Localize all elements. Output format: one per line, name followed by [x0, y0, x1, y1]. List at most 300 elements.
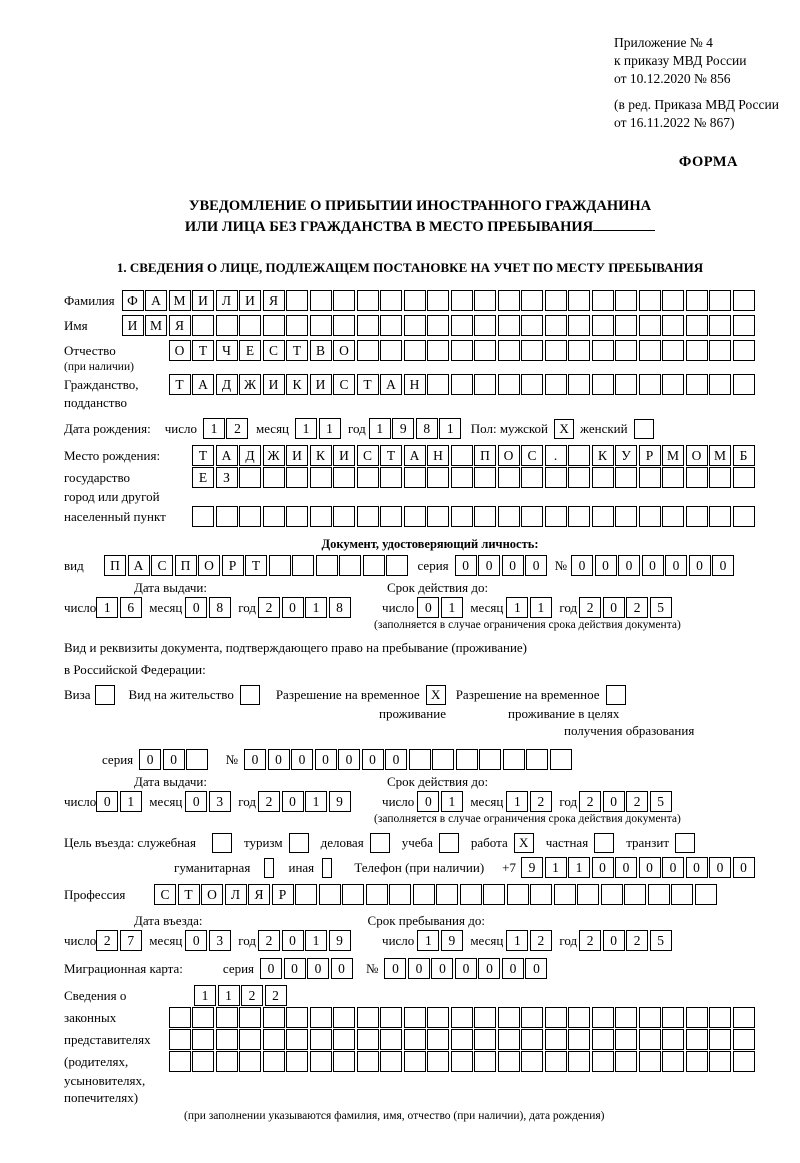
cell[interactable]: 1 [369, 418, 391, 439]
cell[interactable] [498, 1007, 520, 1028]
doc-kind-input[interactable] [104, 555, 410, 576]
cell[interactable]: 0 [282, 597, 304, 618]
cell[interactable]: 1 [305, 597, 327, 618]
cell[interactable] [498, 374, 520, 395]
cell[interactable] [310, 290, 332, 311]
cell[interactable] [498, 340, 520, 361]
cell[interactable] [263, 506, 285, 527]
cell[interactable] [568, 315, 590, 336]
cell[interactable] [216, 506, 238, 527]
cell[interactable]: Т [178, 884, 200, 905]
cell[interactable] [333, 1007, 355, 1028]
cell[interactable]: 2 [626, 791, 648, 812]
cell[interactable]: И [239, 290, 261, 311]
cell[interactable] [286, 506, 308, 527]
cell[interactable]: 0 [478, 555, 500, 576]
cell[interactable] [568, 290, 590, 311]
cell[interactable]: 0 [282, 930, 304, 951]
cell[interactable] [451, 374, 473, 395]
cell[interactable]: 2 [626, 597, 648, 618]
cell[interactable]: 3 [209, 791, 231, 812]
purpose-service-checkbox[interactable] [212, 833, 232, 853]
cell[interactable]: 0 [665, 555, 687, 576]
cell[interactable] [639, 315, 661, 336]
cell[interactable] [503, 749, 525, 770]
birthplace-input-row-3[interactable] [192, 506, 756, 527]
cell[interactable]: Р [272, 884, 294, 905]
cell[interactable]: Р [222, 555, 244, 576]
cell[interactable] [577, 884, 599, 905]
cell[interactable]: У [615, 445, 637, 466]
cell[interactable] [639, 506, 661, 527]
cell[interactable] [695, 884, 717, 905]
cell[interactable]: М [169, 290, 191, 311]
permit-number-input[interactable] [244, 749, 573, 770]
cell[interactable] [733, 506, 755, 527]
cell[interactable] [239, 1051, 261, 1072]
residence-checkbox[interactable] [240, 685, 260, 705]
cell[interactable]: 0 [96, 791, 118, 812]
cell[interactable] [639, 290, 661, 311]
cell[interactable]: 0 [595, 555, 617, 576]
cell[interactable] [615, 1007, 637, 1028]
citizenship-input[interactable] [169, 374, 757, 395]
cell[interactable] [639, 340, 661, 361]
cell[interactable] [671, 884, 693, 905]
cell[interactable] [169, 1029, 191, 1050]
cell[interactable]: 0 [603, 930, 625, 951]
cell[interactable]: Д [239, 445, 261, 466]
cell[interactable] [521, 374, 543, 395]
doc-issue-month-input[interactable] [185, 597, 232, 618]
cell[interactable]: 1 [506, 791, 528, 812]
cell[interactable]: Я [248, 884, 270, 905]
cell[interactable]: Ч [216, 340, 238, 361]
cell[interactable]: 1 [441, 597, 463, 618]
cell[interactable] [662, 1051, 684, 1072]
cell[interactable] [662, 506, 684, 527]
cell[interactable]: 1 [203, 418, 225, 439]
cell[interactable] [404, 467, 426, 488]
cell[interactable]: 9 [329, 930, 351, 951]
cell[interactable]: А [128, 555, 150, 576]
cell[interactable] [662, 1029, 684, 1050]
cell[interactable] [333, 1051, 355, 1072]
purpose-humanitarian-checkbox[interactable] [264, 858, 274, 878]
cell[interactable]: Т [357, 374, 379, 395]
cell[interactable] [427, 1029, 449, 1050]
stay-month-input[interactable] [506, 930, 553, 951]
cell[interactable] [615, 374, 637, 395]
cell[interactable] [709, 374, 731, 395]
doc-issue-day-input[interactable] [96, 597, 143, 618]
cell[interactable]: 0 [185, 791, 207, 812]
cell[interactable] [342, 884, 364, 905]
cell[interactable] [451, 467, 473, 488]
cell[interactable] [451, 506, 473, 527]
cell[interactable] [709, 315, 731, 336]
cell[interactable] [474, 315, 496, 336]
birthplace-input-row-2[interactable] [192, 467, 756, 488]
legal-input-row-2[interactable] [169, 1007, 757, 1028]
cell[interactable] [592, 374, 614, 395]
cell[interactable] [648, 884, 670, 905]
cell[interactable]: И [286, 445, 308, 466]
cell[interactable] [615, 467, 637, 488]
cell[interactable]: Л [216, 290, 238, 311]
cell[interactable] [357, 1029, 379, 1050]
cell[interactable] [427, 467, 449, 488]
cell[interactable] [357, 506, 379, 527]
cell[interactable]: 0 [284, 958, 306, 979]
cell[interactable]: М [145, 315, 167, 336]
cell[interactable] [380, 340, 402, 361]
cell[interactable] [451, 1029, 473, 1050]
cell[interactable] [592, 1051, 614, 1072]
phone-input[interactable] [521, 857, 756, 878]
cell[interactable] [521, 340, 543, 361]
cell[interactable]: М [709, 445, 731, 466]
cell[interactable] [333, 315, 355, 336]
cell[interactable]: 0 [163, 749, 185, 770]
cell[interactable] [545, 1029, 567, 1050]
cell[interactable] [639, 374, 661, 395]
cell[interactable]: 0 [315, 749, 337, 770]
cell[interactable] [380, 1051, 402, 1072]
cell[interactable] [427, 340, 449, 361]
cell[interactable] [474, 1051, 496, 1072]
cell[interactable] [733, 374, 755, 395]
cell[interactable] [733, 315, 755, 336]
cell[interactable] [498, 506, 520, 527]
cell[interactable] [474, 374, 496, 395]
cell[interactable] [427, 315, 449, 336]
cell[interactable] [709, 1051, 731, 1072]
cell[interactable] [339, 555, 361, 576]
cell[interactable]: А [216, 445, 238, 466]
cell[interactable] [498, 315, 520, 336]
purpose-option-checkbox[interactable] [370, 833, 390, 853]
sex-female-checkbox[interactable] [634, 419, 654, 439]
edu-residence-checkbox[interactable] [606, 685, 626, 705]
cell[interactable]: 0 [689, 555, 711, 576]
cell[interactable] [686, 290, 708, 311]
cell[interactable] [169, 1007, 191, 1028]
cell[interactable] [366, 884, 388, 905]
cell[interactable]: 0 [603, 791, 625, 812]
cell[interactable] [389, 884, 411, 905]
cell[interactable] [568, 506, 590, 527]
cell[interactable] [686, 340, 708, 361]
cell[interactable] [216, 1029, 238, 1050]
cell[interactable]: Н [427, 445, 449, 466]
cell[interactable]: О [169, 340, 191, 361]
entry-month-input[interactable] [185, 930, 232, 951]
cell[interactable] [216, 1007, 238, 1028]
doc-valid-day-input[interactable] [417, 597, 464, 618]
cell[interactable] [545, 340, 567, 361]
cell[interactable]: А [145, 290, 167, 311]
cell[interactable]: 1 [506, 930, 528, 951]
cell[interactable]: 2 [258, 930, 280, 951]
cell[interactable]: И [333, 445, 355, 466]
cell[interactable]: 2 [258, 791, 280, 812]
cell[interactable] [239, 315, 261, 336]
cell[interactable] [709, 1029, 731, 1050]
sex-male-checkbox[interactable]: X [554, 419, 574, 439]
cell[interactable]: Е [239, 340, 261, 361]
cell[interactable] [733, 290, 755, 311]
cell[interactable] [333, 1029, 355, 1050]
permit-issue-year-input[interactable] [258, 791, 352, 812]
cell[interactable] [292, 555, 314, 576]
cell[interactable]: К [310, 445, 332, 466]
cell[interactable] [568, 1029, 590, 1050]
cell[interactable]: 1 [295, 418, 317, 439]
cell[interactable] [169, 1051, 191, 1072]
cell[interactable]: 0 [385, 749, 407, 770]
cell[interactable]: Н [404, 374, 426, 395]
cell[interactable] [363, 555, 385, 576]
cell[interactable] [310, 315, 332, 336]
birth-month-input[interactable] [295, 418, 342, 439]
cell[interactable]: 9 [392, 418, 414, 439]
cell[interactable]: С [521, 445, 543, 466]
cell[interactable] [427, 1051, 449, 1072]
cell[interactable] [186, 749, 208, 770]
stay-day-input[interactable] [417, 930, 464, 951]
cell[interactable]: Т [380, 445, 402, 466]
cell[interactable] [386, 555, 408, 576]
cell[interactable] [239, 1029, 261, 1050]
cell[interactable] [545, 374, 567, 395]
cell[interactable] [404, 506, 426, 527]
cell[interactable]: П [175, 555, 197, 576]
cell[interactable] [686, 1051, 708, 1072]
cell[interactable]: Р [639, 445, 661, 466]
cell[interactable]: 3 [209, 930, 231, 951]
cell[interactable]: 0 [185, 597, 207, 618]
cell[interactable]: Ф [122, 290, 144, 311]
cell[interactable] [460, 884, 482, 905]
cell[interactable] [550, 749, 572, 770]
cell[interactable] [662, 290, 684, 311]
purpose-option-checkbox[interactable]: X [514, 833, 534, 853]
cell[interactable]: 0 [282, 791, 304, 812]
cell[interactable] [192, 1051, 214, 1072]
cell[interactable] [615, 506, 637, 527]
cell[interactable]: 2 [265, 985, 287, 1006]
cell[interactable]: Я [263, 290, 285, 311]
cell[interactable] [216, 315, 238, 336]
cell[interactable] [686, 315, 708, 336]
legal-input-row-3[interactable] [169, 1029, 757, 1050]
cell[interactable] [451, 290, 473, 311]
cell[interactable]: Я [169, 315, 191, 336]
cell[interactable]: 1 [305, 930, 327, 951]
cell[interactable]: К [286, 374, 308, 395]
cell[interactable]: 1 [439, 418, 461, 439]
cell[interactable]: 1 [417, 930, 439, 951]
cell[interactable] [333, 467, 355, 488]
cell[interactable] [474, 506, 496, 527]
cell[interactable] [521, 1051, 543, 1072]
cell[interactable]: 0 [733, 857, 755, 878]
cell[interactable] [639, 1007, 661, 1028]
cell[interactable] [310, 1029, 332, 1050]
cell[interactable] [474, 1007, 496, 1028]
cell[interactable]: 8 [416, 418, 438, 439]
cell[interactable]: З [216, 467, 238, 488]
cell[interactable] [615, 1051, 637, 1072]
cell[interactable] [333, 506, 355, 527]
cell[interactable] [592, 506, 614, 527]
cell[interactable]: Т [245, 555, 267, 576]
cell[interactable]: Б [733, 445, 755, 466]
cell[interactable]: О [686, 445, 708, 466]
cell[interactable] [239, 1007, 261, 1028]
cell[interactable] [286, 1007, 308, 1028]
cell[interactable] [427, 506, 449, 527]
cell[interactable] [286, 1029, 308, 1050]
cell[interactable]: 2 [579, 791, 601, 812]
cell[interactable] [380, 290, 402, 311]
cell[interactable]: 0 [712, 555, 734, 576]
cell[interactable] [357, 315, 379, 336]
cell[interactable]: О [201, 884, 223, 905]
cell[interactable] [662, 374, 684, 395]
cell[interactable] [526, 749, 548, 770]
cell[interactable]: 0 [592, 857, 614, 878]
cell[interactable]: П [474, 445, 496, 466]
cell[interactable] [432, 749, 454, 770]
cell[interactable]: 0 [603, 597, 625, 618]
cell[interactable] [592, 1007, 614, 1028]
cell[interactable]: 1 [530, 597, 552, 618]
cell[interactable] [357, 1007, 379, 1028]
cell[interactable]: 2 [226, 418, 248, 439]
cell[interactable] [319, 884, 341, 905]
cell[interactable]: И [122, 315, 144, 336]
cell[interactable]: 8 [329, 597, 351, 618]
purpose-option-checkbox[interactable] [594, 833, 614, 853]
cell[interactable] [239, 467, 261, 488]
cell[interactable]: 2 [530, 930, 552, 951]
cell[interactable] [427, 1007, 449, 1028]
cell[interactable]: 1 [120, 791, 142, 812]
permit-issue-month-input[interactable] [185, 791, 232, 812]
cell[interactable]: 2 [241, 985, 263, 1006]
cell[interactable] [639, 467, 661, 488]
cell[interactable] [639, 1051, 661, 1072]
cell[interactable]: А [380, 374, 402, 395]
cell[interactable]: 0 [478, 958, 500, 979]
cell[interactable] [662, 1007, 684, 1028]
birth-day-input[interactable] [203, 418, 250, 439]
cell[interactable] [333, 290, 355, 311]
cell[interactable]: 0 [338, 749, 360, 770]
cell[interactable] [380, 1029, 402, 1050]
cell[interactable] [263, 315, 285, 336]
cell[interactable]: 5 [650, 791, 672, 812]
cell[interactable]: 9 [329, 791, 351, 812]
cell[interactable]: 0 [662, 857, 684, 878]
cell[interactable] [615, 290, 637, 311]
cell[interactable] [474, 1029, 496, 1050]
cell[interactable]: Д [216, 374, 238, 395]
cell[interactable]: 1 [194, 985, 216, 1006]
cell[interactable] [310, 506, 332, 527]
cell[interactable] [474, 340, 496, 361]
cell[interactable]: 5 [650, 597, 672, 618]
cell[interactable] [357, 467, 379, 488]
cell[interactable]: С [357, 445, 379, 466]
cell[interactable] [592, 340, 614, 361]
cell[interactable]: 0 [185, 930, 207, 951]
cell[interactable] [662, 315, 684, 336]
cell[interactable] [521, 290, 543, 311]
cell[interactable]: 2 [530, 791, 552, 812]
cell[interactable] [404, 290, 426, 311]
cell[interactable] [521, 1007, 543, 1028]
permit-issue-day-input[interactable] [96, 791, 143, 812]
cell[interactable]: 0 [362, 749, 384, 770]
cell[interactable] [451, 1051, 473, 1072]
cell[interactable]: 0 [639, 857, 661, 878]
entry-year-input[interactable] [258, 930, 352, 951]
cell[interactable] [263, 1029, 285, 1050]
cell[interactable] [545, 1007, 567, 1028]
stay-year-input[interactable] [579, 930, 673, 951]
cell[interactable] [709, 506, 731, 527]
surname-input[interactable] [122, 290, 757, 311]
cell[interactable]: 0 [307, 958, 329, 979]
cell[interactable] [686, 467, 708, 488]
permit-valid-year-input[interactable] [579, 791, 673, 812]
cell[interactable]: 0 [139, 749, 161, 770]
cell[interactable] [568, 1051, 590, 1072]
cell[interactable] [686, 506, 708, 527]
cell[interactable] [357, 290, 379, 311]
cell[interactable]: К [592, 445, 614, 466]
cell[interactable] [404, 1007, 426, 1028]
cell[interactable]: 1 [218, 985, 240, 1006]
cell[interactable] [380, 1007, 402, 1028]
cell[interactable] [483, 884, 505, 905]
purpose-option-checkbox[interactable] [439, 833, 459, 853]
cell[interactable] [286, 1051, 308, 1072]
cell[interactable] [686, 374, 708, 395]
cell[interactable]: 2 [579, 597, 601, 618]
birthplace-input-row-1[interactable] [192, 445, 756, 466]
cell[interactable] [239, 506, 261, 527]
cell[interactable] [498, 290, 520, 311]
cell[interactable]: И [263, 374, 285, 395]
cell[interactable] [615, 315, 637, 336]
cell[interactable] [592, 467, 614, 488]
cell[interactable] [662, 340, 684, 361]
cell[interactable] [310, 1007, 332, 1028]
cell[interactable]: 2 [96, 930, 118, 951]
cell[interactable] [263, 467, 285, 488]
cell[interactable]: 0 [686, 857, 708, 878]
cell[interactable] [530, 884, 552, 905]
cell[interactable] [357, 1051, 379, 1072]
cell[interactable] [498, 467, 520, 488]
cell[interactable] [686, 1007, 708, 1028]
cell[interactable]: С [151, 555, 173, 576]
migration-series-input[interactable] [260, 958, 354, 979]
